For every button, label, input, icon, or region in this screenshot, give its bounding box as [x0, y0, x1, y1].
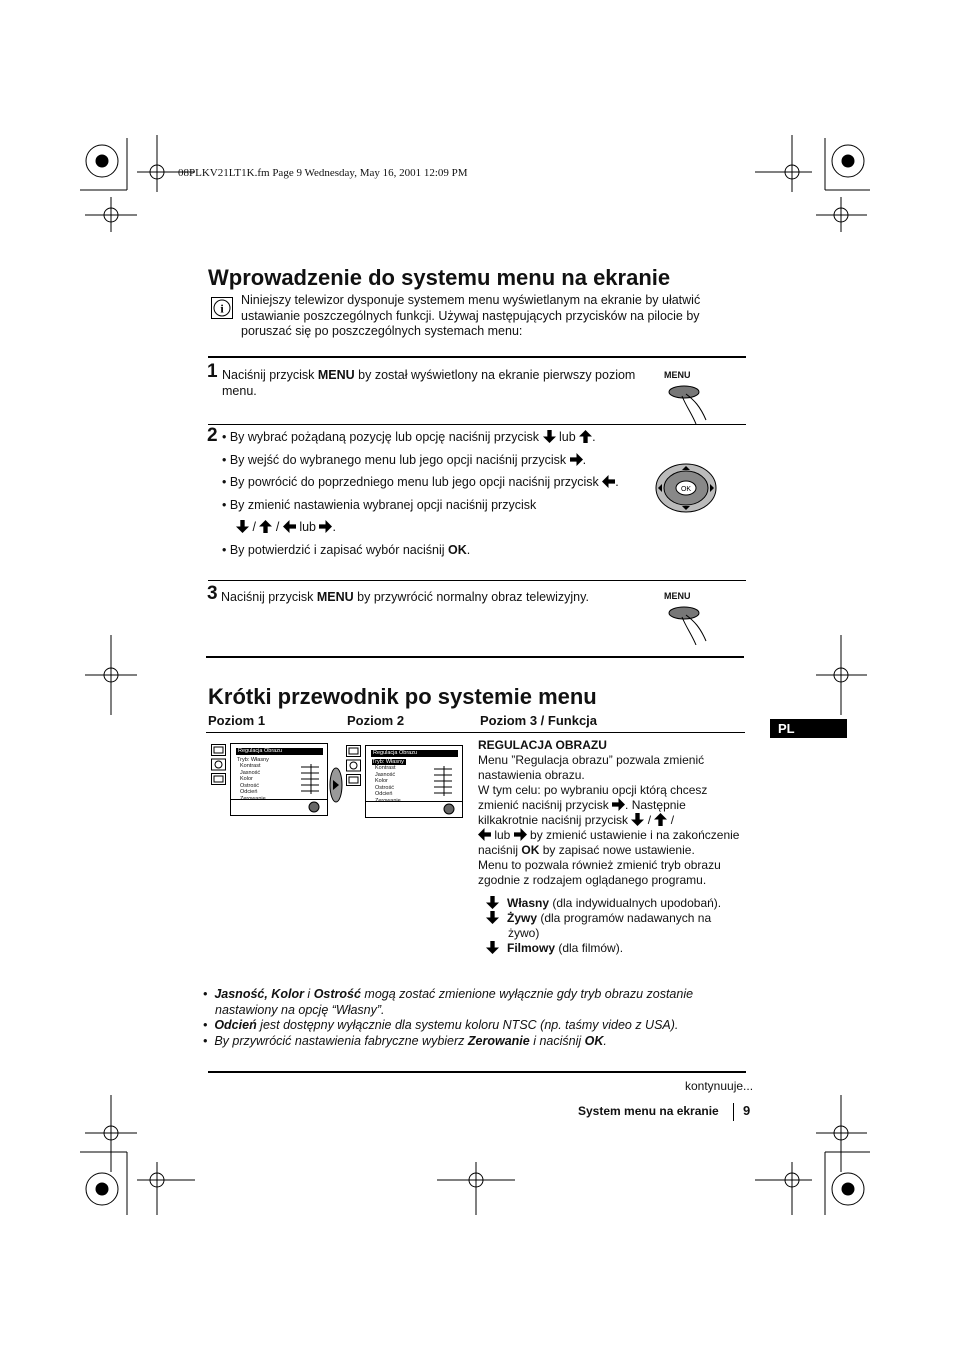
menu-screen-level1	[230, 743, 328, 816]
menu-category-icons	[346, 745, 362, 787]
text: Naciśnij przycisk	[222, 368, 318, 382]
arrow-up-icon	[579, 430, 592, 443]
menu-item: Odcień	[375, 791, 393, 797]
section-title: Krótki przewodnik po systemie menu	[208, 684, 597, 709]
text: by został wyświetlony na ekranie pierwszy poziom menu.	[222, 368, 636, 398]
step-number: 2	[207, 425, 218, 446]
menu-item: Kolor	[240, 776, 253, 782]
slider-bars	[434, 766, 454, 802]
mode-item: Własny (dla indywidualnych upodobań).	[482, 896, 744, 911]
menu-header: Regulacja Obrazu	[371, 750, 458, 757]
menu-footer-line	[231, 799, 327, 800]
note-item: • Jasność, Kolor i Ostrość mogą zostać zmienione wyłącznie gdy tryb obrazu zostanie nastawiony na opcję “Własny”.	[203, 987, 694, 1017]
arrow-right-icon	[612, 798, 625, 811]
note-item: • By przywrócić nastawienia fabryczne wybierz Zerowanie i naciśnij OK.	[203, 1033, 607, 1048]
arrow-right-icon	[319, 520, 332, 533]
list-item: • By potwierdzić i zapisać wybór naciśnij OK.	[222, 542, 471, 557]
continues-text: kontynuuje...	[685, 1079, 754, 1093]
print-header: 08PLKV21LT1K.fm Page 9 Wednesday, May 16, 2001 12:09 PM	[178, 167, 468, 179]
step3-text: Naciśnij przycisk MENU by przywrócić normalny obraz telewizyjny.	[221, 590, 589, 604]
menu-item: Odcień	[240, 789, 258, 795]
divider	[208, 580, 746, 581]
function-paragraph: Menu ”Regulacja obrazu” pozwala zmienić nastawienia obrazu.	[478, 753, 705, 782]
menu-icons-level2	[346, 745, 362, 792]
arrow-down-icon	[486, 941, 499, 954]
mode-item: Żywy (dla programów nadawanych na żywo)	[482, 911, 744, 941]
mode-list	[478, 896, 744, 956]
divider	[206, 732, 745, 733]
menu-button-illustration	[664, 591, 716, 647]
menu-category-icons	[211, 744, 227, 786]
divider	[208, 424, 746, 425]
divider	[206, 656, 744, 658]
menu-item: Kontrast	[240, 763, 261, 769]
intro-text: Niniejszy telewizor dysponuje systemem menu wyświetlanym na ekranie by ułatwić ustawianie poszczególnych funkcji. Używaj następujących przycisków na pilocie by poruszać się po poszczególnych systemach menu:	[241, 293, 701, 338]
ok-symbol-icon	[443, 803, 455, 815]
arrow-down-icon	[236, 520, 249, 533]
menu-item: Jasność	[240, 769, 261, 776]
column-header-level3: Poziom 3 / Funkcja	[480, 713, 598, 728]
list-item: • By powrócić do poprzedniego menu lub jego opcji naciśnij przycisk .	[222, 475, 619, 489]
arrow-down-icon	[543, 430, 556, 443]
arrow-down-icon	[486, 911, 499, 924]
step1-text	[222, 368, 652, 399]
step2-list	[222, 430, 642, 565]
function-title: REGULACJA OBRAZU	[478, 738, 607, 752]
menu-item: Kolor	[375, 778, 388, 784]
menu-item: Zerowanie	[375, 797, 401, 804]
arrow-right-icon	[570, 453, 583, 466]
step-number: 3	[207, 583, 218, 604]
menu-item: Ostrość	[375, 784, 394, 791]
divider	[208, 1071, 746, 1073]
slider-bars	[301, 764, 321, 800]
menu-item: Kontrast	[375, 765, 396, 771]
section-title: Wprowadzenie do systemu menu na ekranie	[208, 265, 671, 290]
function-description	[478, 738, 744, 956]
joystick-icon	[655, 463, 717, 513]
arrow-left-icon	[283, 520, 296, 533]
menu-icons-level1	[211, 744, 227, 791]
menu-item: Tryb: Własny	[237, 756, 269, 763]
function-paragraph: Menu to pozwala również zmienić tryb obrazu zgodnie z rodzajem oglądanego programu.	[478, 858, 721, 887]
arrow-down-icon	[631, 813, 644, 826]
menu-button-illustration	[664, 370, 716, 426]
hand-press-icon	[664, 380, 716, 424]
svg-text:i: i	[220, 301, 224, 316]
footer-separator	[733, 1103, 734, 1121]
svg-text:OK: OK	[680, 486, 692, 493]
menu-label: MENU	[664, 591, 691, 601]
column-header-level1: Poziom 1	[208, 713, 266, 728]
page-number: 9	[743, 1103, 751, 1118]
step-number: 1	[207, 361, 218, 382]
menu-item-selected: Tryb: Własny	[372, 759, 406, 766]
list-item: • By wejść do wybranego menu lub jego opcji naciśnij przycisk .	[222, 452, 587, 467]
joystick-illustration	[655, 463, 717, 513]
mode-item: Filmowy (dla filmów).	[482, 941, 744, 956]
info-icon	[211, 297, 233, 319]
list-item: • By wybrać pożądaną pozycję lub opcję naciśnij przycisk lub .	[222, 430, 596, 444]
function-paragraph: W tym celu: po wybraniu opcji którą chcesz zmienić naciśnij przycisk . Następnie kilkakrotnie naciśnij przycisk / / lub by zmienić ustawienie i na zakończenie naciśnij OK by zapisać nowe ustawienie.	[478, 783, 740, 857]
joystick-right-icon	[329, 767, 343, 803]
arrow-down-icon	[486, 896, 499, 909]
list-item: • By zmienić nastawienia wybranej opcji naciśnij przycisk / / lub .	[222, 497, 537, 534]
menu-label: MENU	[664, 370, 691, 380]
divider	[208, 356, 746, 358]
note-item: • Odcień jest dostępny wyłącznie dla systemu koloru NTSC (np. taśmy video z USA).	[203, 1018, 679, 1032]
menu-footer-line	[366, 801, 462, 802]
arrow-left-icon	[602, 475, 615, 488]
menu-header: Regulacja Obrazu	[236, 748, 323, 755]
ok-symbol-icon	[308, 801, 320, 813]
menu-item: Jasność	[375, 771, 396, 778]
menu-key: MENU	[317, 368, 355, 382]
menu-item: Zerowanie	[240, 795, 266, 802]
arrow-left-icon	[478, 828, 491, 841]
arrow-right-icon	[514, 828, 527, 841]
arrow-up-icon	[259, 520, 272, 533]
arrow-up-icon	[654, 813, 667, 826]
language-tab: PL	[770, 719, 847, 738]
menu-item: Ostrość	[240, 782, 259, 789]
notes	[203, 987, 733, 1049]
footer-section: System menu na ekranie	[578, 1104, 719, 1118]
menu-screen-level2	[365, 745, 463, 818]
hand-press-icon	[664, 601, 716, 645]
column-header-level2: Poziom 2	[347, 713, 405, 728]
